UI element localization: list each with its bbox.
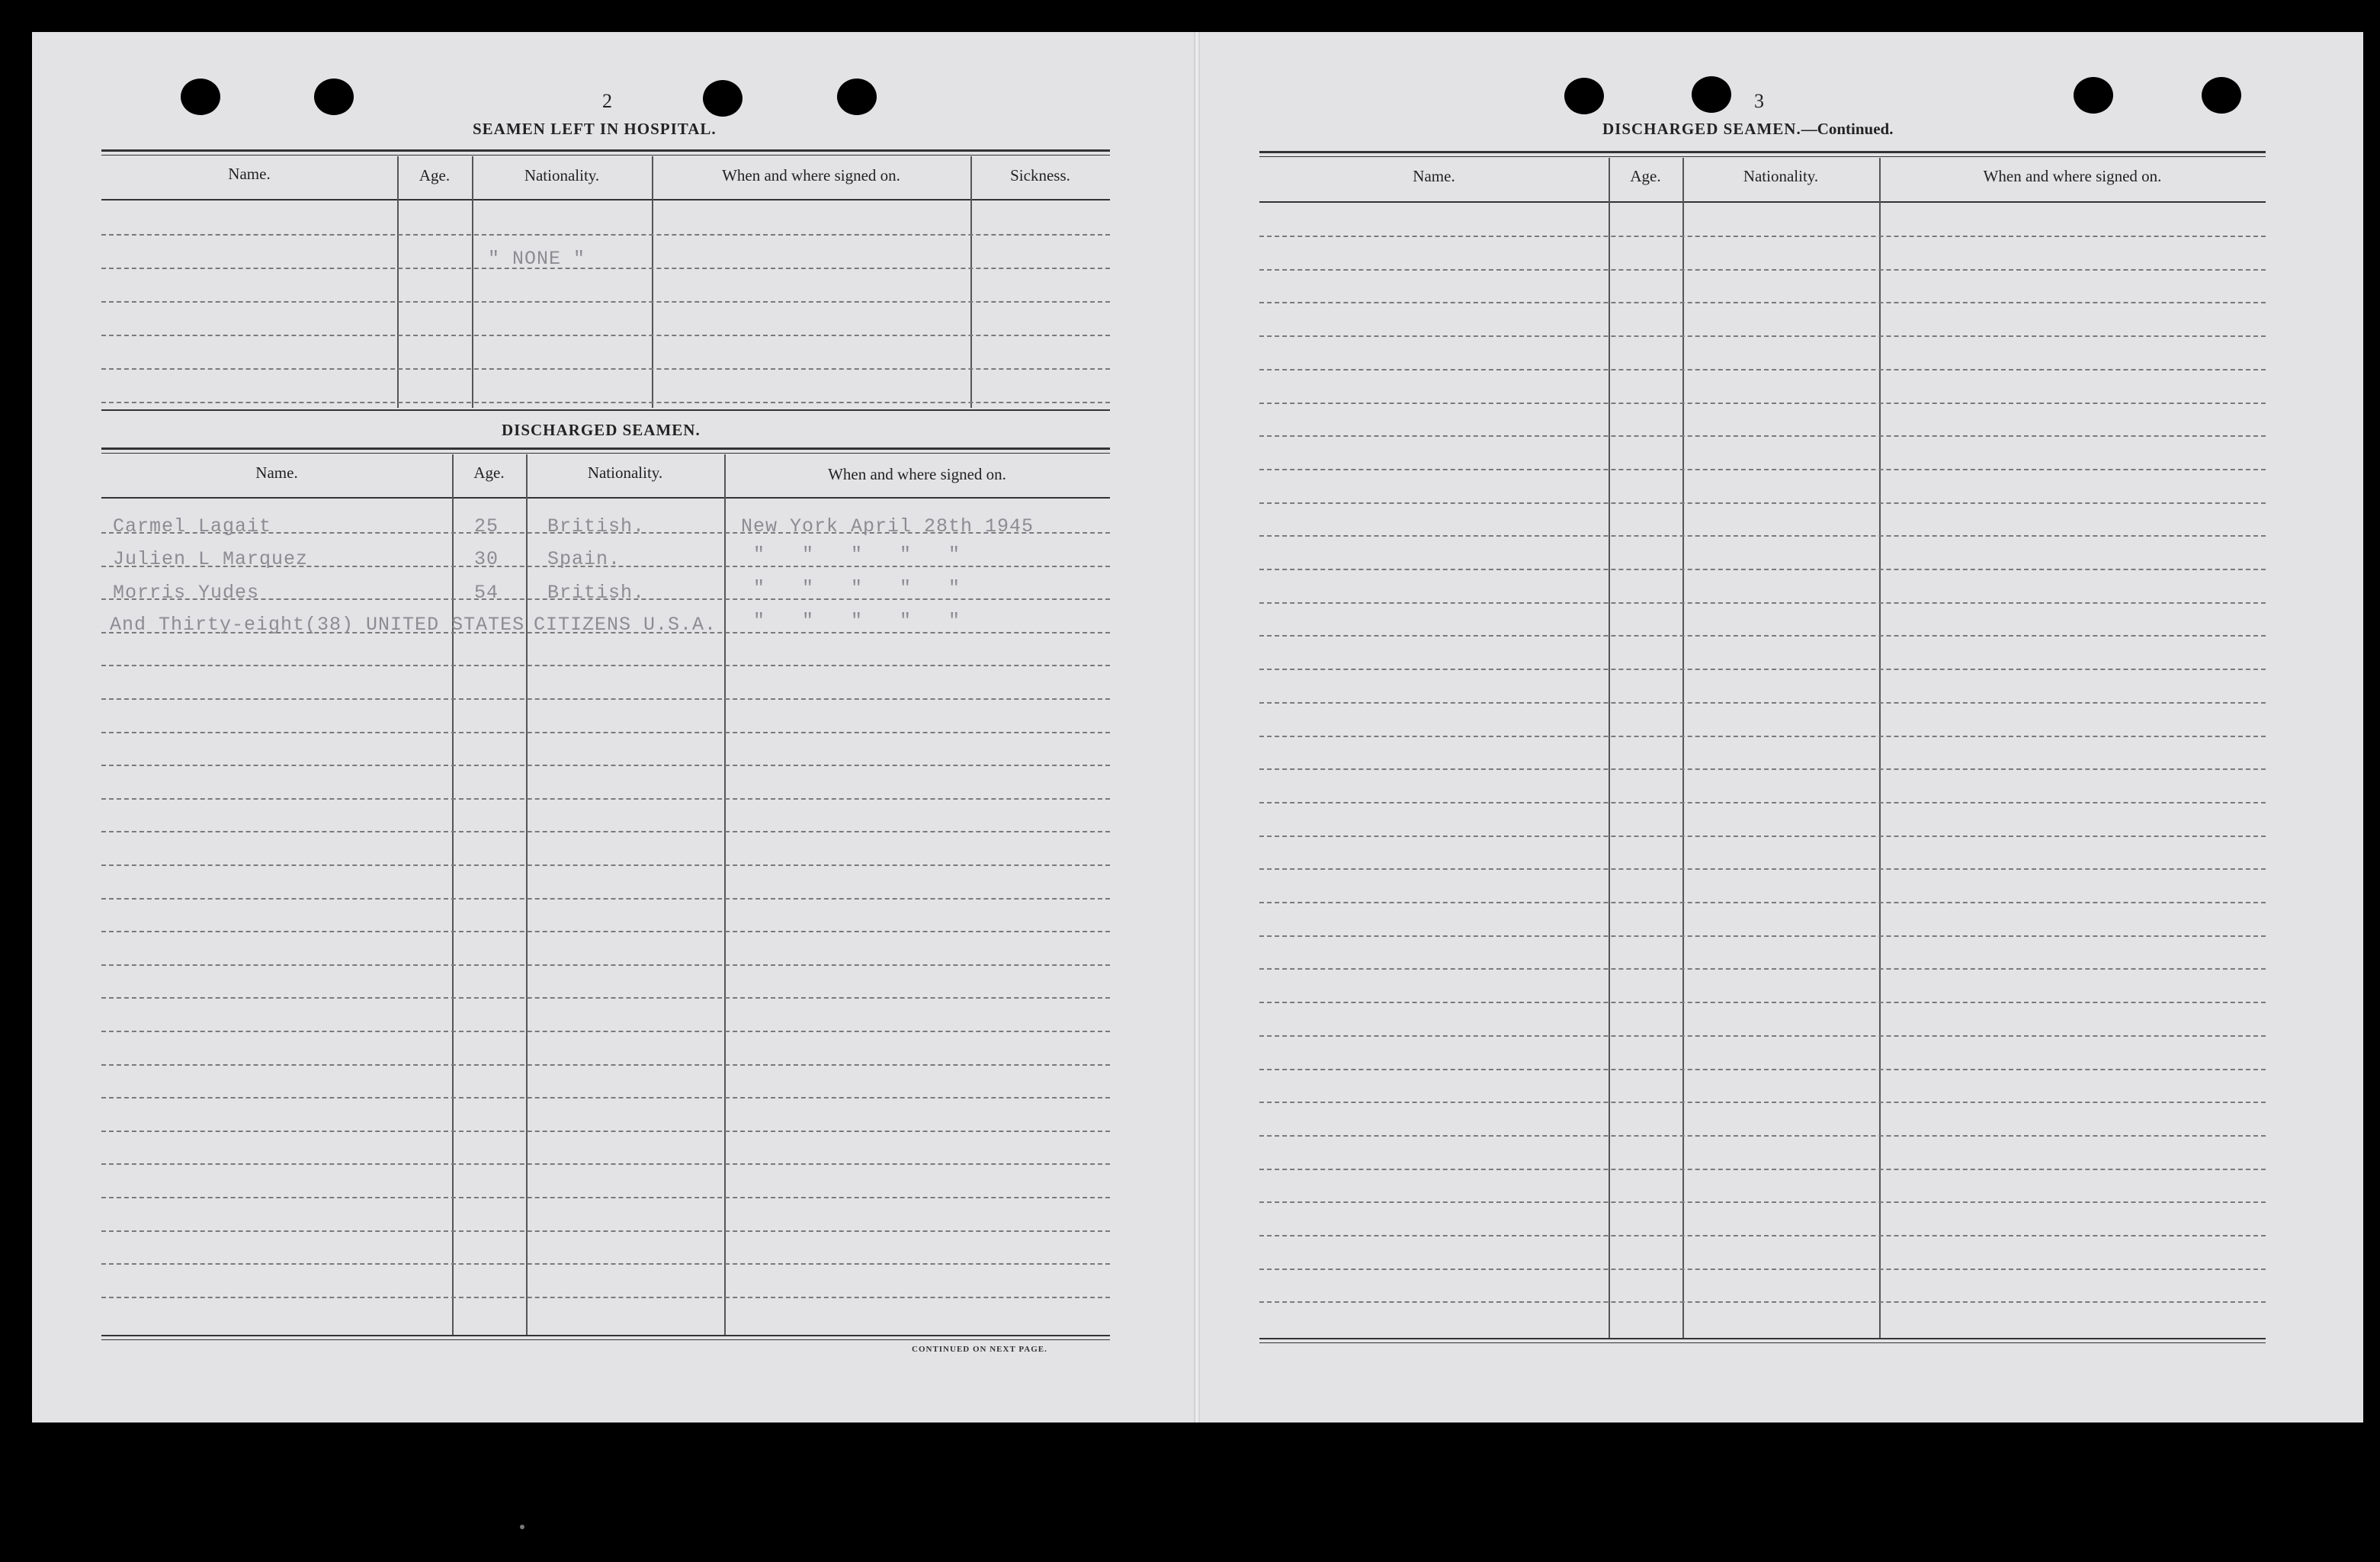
ruled-line (1259, 1069, 2266, 1070)
ruled-line (101, 1064, 1110, 1066)
ruled-line (101, 268, 1110, 269)
seaman-name: Morris Yudes (113, 582, 260, 604)
right-bottom-rule (1259, 1338, 2266, 1339)
title-main: DISCHARGED SEAMEN. (1602, 120, 1801, 138)
punch-hole (181, 79, 220, 115)
punch-hole (837, 79, 877, 115)
ruled-line (1259, 535, 2266, 537)
ruled-line (1259, 768, 2266, 770)
hospital-col-divider (970, 156, 972, 408)
page-number: 2 (602, 90, 612, 112)
right-top-rule-2 (1259, 156, 2266, 157)
punch-hole (314, 79, 354, 115)
seaman-age: 54 (474, 582, 499, 604)
ruled-line (1259, 1002, 2266, 1003)
ruled-line (1259, 868, 2266, 870)
ruled-line (101, 1163, 1110, 1165)
discharged-header-rule (101, 497, 1110, 499)
continued-footnote: CONTINUED ON NEXT PAGE. (912, 1345, 1047, 1354)
ruled-line (1259, 469, 2266, 470)
ruled-line (101, 898, 1110, 900)
hospital-bottom-rule (101, 409, 1110, 411)
ruled-line (101, 964, 1110, 966)
ruled-line (101, 864, 1110, 866)
col-header-name: Name. (255, 463, 298, 482)
discharged-col-divider (526, 454, 528, 1335)
hospital-section-title: SEAMEN LEFT IN HOSPITAL. (473, 120, 717, 138)
ruled-line (101, 765, 1110, 766)
ruled-line (1259, 569, 2266, 570)
col-header-age: Age. (1630, 167, 1661, 185)
col-header-sickness: Sickness. (1010, 166, 1070, 184)
col-header-nationality: Nationality. (587, 463, 663, 482)
hospital-top-rule-2 (101, 155, 1110, 156)
punch-hole (703, 80, 743, 117)
ruled-line (1259, 635, 2266, 637)
seaman-age: 25 (474, 515, 499, 537)
hospital-entry: " NONE " (488, 248, 586, 270)
ruled-line (1259, 1269, 2266, 1270)
punch-hole (2074, 77, 2113, 114)
ruled-line (1259, 502, 2266, 504)
punch-hole (1692, 76, 1731, 113)
ruled-line (1259, 1235, 2266, 1236)
seaman-signed-on: " " " " " (753, 610, 961, 632)
punch-hole (2202, 77, 2241, 114)
paper-speck (520, 1525, 524, 1529)
hospital-header-rule (101, 199, 1110, 200)
hospital-top-rule (101, 149, 1110, 152)
ruled-line (1259, 702, 2266, 704)
discharged-bottom-rule-2 (101, 1339, 1110, 1340)
ruled-line (1259, 1169, 2266, 1170)
ruled-line (1259, 1301, 2266, 1303)
ruled-line (1259, 1135, 2266, 1137)
ruled-line (1259, 335, 2266, 337)
ruled-line (1259, 435, 2266, 437)
ruled-line (1259, 269, 2266, 271)
ruled-line (1259, 1102, 2266, 1103)
col-header-age: Age. (473, 463, 505, 482)
seaman-nationality: British. (547, 582, 646, 604)
ruled-line (1259, 736, 2266, 737)
hospital-col-divider (652, 156, 653, 408)
page-number: 3 (1754, 90, 1764, 112)
ruled-line (101, 665, 1110, 666)
discharged-bottom-rule (101, 1335, 1110, 1336)
ruled-line (101, 1230, 1110, 1232)
seaman-nationality: CITIZENS U.S.A. (534, 614, 717, 636)
col-header-name: Name. (1413, 167, 1455, 185)
seaman-name: And Thirty-eight(38) UNITED STATES (110, 614, 525, 636)
right-header-rule (1259, 201, 2266, 203)
ruled-line (101, 1131, 1110, 1132)
left-page (32, 32, 1197, 1422)
ruled-line (101, 301, 1110, 303)
ruled-line (1259, 1201, 2266, 1203)
seaman-signed-on: New York April 28th 1945 (741, 515, 1034, 537)
ruled-line (101, 732, 1110, 733)
discharged-col-divider (452, 454, 454, 1335)
hospital-col-divider (472, 156, 473, 408)
discharged-continued-title (1602, 120, 1893, 139)
ruled-line (101, 997, 1110, 999)
ruled-line (1259, 669, 2266, 670)
ruled-line (101, 1031, 1110, 1032)
title-continued: —Continued. (1801, 120, 1894, 138)
ruled-line (101, 234, 1110, 236)
ruled-line (1259, 602, 2266, 604)
ruled-line (1259, 1035, 2266, 1037)
page-fold (1194, 32, 1200, 1422)
ruled-line (101, 1263, 1110, 1265)
ruled-line (101, 931, 1110, 932)
hospital-col-divider (397, 156, 399, 408)
ruled-line (1259, 302, 2266, 303)
discharged-section-title: DISCHARGED SEAMEN. (502, 421, 701, 439)
seaman-nationality: Spain. (547, 548, 621, 570)
ruled-line (1259, 935, 2266, 937)
seaman-name: Carmel Lagait (113, 515, 272, 537)
discharged-col-divider (724, 454, 726, 1335)
col-header-nationality: Nationality. (1743, 167, 1819, 185)
right-bottom-rule-2 (1259, 1342, 2266, 1343)
col-header-nationality: Nationality. (524, 166, 600, 184)
col-header-signed-on: When and where signed on. (722, 166, 900, 184)
ruled-line (101, 402, 1110, 403)
ruled-line (101, 698, 1110, 700)
col-header-age: Age. (419, 166, 451, 184)
ruled-line (1259, 802, 2266, 803)
ruled-line (101, 1197, 1110, 1198)
ruled-line (1259, 902, 2266, 903)
ruled-line (1259, 968, 2266, 970)
discharged-top-rule (101, 447, 1110, 450)
col-header-signed-on: When and where signed on. (828, 465, 1006, 483)
ruled-line (101, 798, 1110, 800)
col-header-signed-on: When and where signed on. (1983, 167, 2162, 185)
seaman-nationality: British. (547, 515, 646, 537)
seaman-signed-on: " " " " " (753, 544, 961, 566)
ruled-line (101, 1297, 1110, 1298)
ruled-line (101, 831, 1110, 832)
right-page (1197, 32, 2363, 1422)
ruled-line (1259, 369, 2266, 370)
right-top-rule (1259, 151, 2266, 153)
seaman-signed-on: " " " " " (753, 577, 961, 599)
ruled-line (101, 368, 1110, 370)
seaman-name: Julien L Marquez (113, 548, 309, 570)
discharged-top-rule-2 (101, 453, 1110, 454)
seaman-age: 30 (474, 548, 499, 570)
ruled-line (1259, 836, 2266, 837)
ruled-line (1259, 403, 2266, 404)
ruled-line (1259, 236, 2266, 237)
col-header-name: Name. (228, 165, 271, 183)
ruled-line (101, 1097, 1110, 1099)
ruled-line (101, 335, 1110, 336)
punch-hole (1564, 78, 1604, 114)
